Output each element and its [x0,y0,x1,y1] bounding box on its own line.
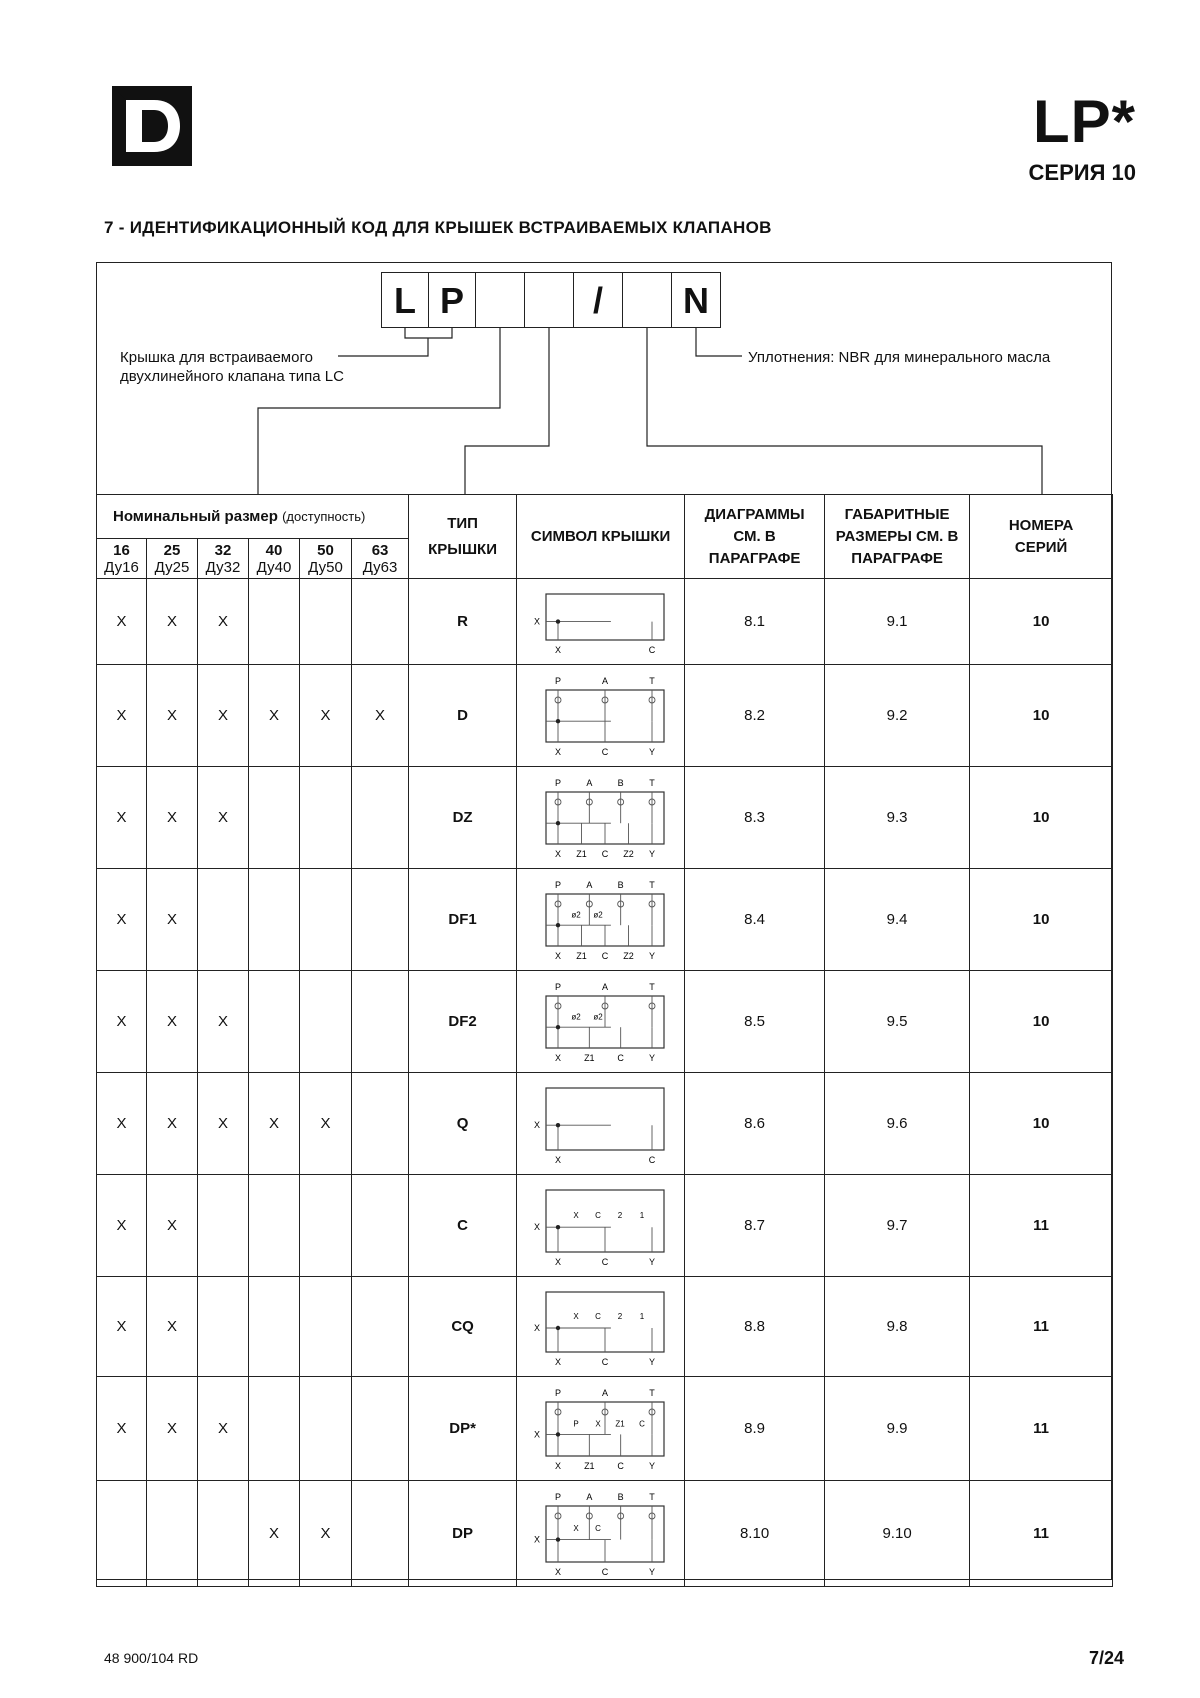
symbol-port-label: Z1 [575,950,587,961]
symbol-port-label: Y [648,950,655,961]
size-availability-cell [352,971,409,1073]
series-number-cell: 11 [970,1277,1113,1377]
header-diagrams-label: ДИАГРАММЫ СМ. В ПАРАГРАФЕ [704,505,805,567]
symbol-port-label: T [648,675,655,686]
code-box-2: P [428,272,476,328]
symbol-extra-label: C [638,1418,645,1428]
symbol-port-label: Z1 [575,848,587,859]
size-availability-cell: X [97,1377,147,1481]
size-availability-cell [352,1481,409,1587]
cover-symbol-cell [517,869,685,971]
size-num: 40 [265,541,283,559]
symbol-port-label: X [554,1356,561,1367]
symbol-port-label: A [601,981,608,992]
symbol-port-label: X [554,1256,561,1267]
cover-symbol-cell [517,767,685,869]
size-col-25 [147,539,198,579]
header-symbol: СИМВОЛ КРЫШКИ [517,495,685,579]
symbol-side-label: X [533,1428,540,1439]
symbol-port-label: Z1 [583,1460,595,1471]
cover-symbol-c [526,1182,676,1270]
header-type-label: ТИП КРЫШКИ [428,514,497,558]
cover-type-cell: DF1 [409,869,517,971]
size-availability-cell: X [300,665,352,767]
symbol-port-label: Z2 [622,950,634,961]
cover-symbol-dps [526,1384,676,1474]
size-num: 16 [113,541,130,559]
size-num: 32 [214,541,232,559]
size-num: 25 [163,541,181,559]
symbol-port-label: Y [648,1460,655,1471]
series-number-cell: 11 [970,1175,1113,1277]
header-nominal-size [97,495,409,539]
symbol-extra-label: C [594,1311,601,1321]
header-size-sub: (доступность) [282,509,366,524]
table-row [97,1277,1113,1377]
symbol-port-label: C [601,1256,608,1267]
symbol-port-label: P [554,777,561,788]
callout-seals: Уплотнения: NBR для минерального масла [748,349,1051,366]
callout-cover-type [120,348,344,386]
header-diagrams [685,495,825,579]
size-availability-cell [352,869,409,971]
header-series-label: НОМЕРА СЕРИЙ [1008,516,1074,556]
cover-type-cell: DP [409,1481,517,1587]
size-availability-cell [300,579,352,665]
cover-type-cell: Q [409,1073,517,1175]
cover-symbol-cell [517,1277,685,1377]
symbol-port-label: C [616,1052,624,1063]
size-availability-cell: X [147,1277,198,1377]
size-availability-cell: X [147,579,198,665]
symbol-extra-label: 2 [617,1311,622,1321]
cover-type-cell: D [409,665,517,767]
size-availability-cell [300,1277,352,1377]
size-availability-cell [97,1481,147,1587]
size-availability-cell [352,767,409,869]
diagram-ref-cell: 8.10 [685,1481,825,1587]
symbol-side-label: X [533,1322,540,1333]
table-row [97,1481,1113,1587]
symbol-port-label: X [554,746,561,757]
symbol-port-label: A [601,675,608,686]
size-availability-cell: X [147,1377,198,1481]
symbol-port-label: X [554,1052,561,1063]
symbol-port-label: B [617,1491,624,1502]
cover-symbol-df2 [526,978,676,1066]
diagram-ref-cell: 8.5 [685,971,825,1073]
series-number-cell: 11 [970,1377,1113,1481]
cover-type-cell: DZ [409,767,517,869]
cover-symbol-cell [517,1175,685,1277]
symbol-port-label: P [554,675,561,686]
series-number-cell: 10 [970,665,1113,767]
size-availability-cell: X [198,767,249,869]
cover-symbol-cell [517,1481,685,1587]
symbol-port-label: X [554,848,561,859]
size-du: Ду50 [308,558,343,576]
size-availability-cell: X [97,767,147,869]
symbol-port-label: T [648,777,655,788]
symbol-port-label: C [601,848,608,859]
size-availability-cell [300,869,352,971]
cover-symbol-cell [517,579,685,665]
diagram-ref-cell: 8.4 [685,869,825,971]
cover-type-cell: R [409,579,517,665]
symbol-port-label: P [554,981,561,992]
cover-symbol-cell [517,971,685,1073]
cover-symbol-cell [517,665,685,767]
symbol-port-label: Z1 [583,1052,595,1063]
diagram-ref-cell: 8.3 [685,767,825,869]
symbol-port-label: Y [648,1566,655,1577]
size-availability-cell [352,1073,409,1175]
size-availability-cell: X [97,1073,147,1175]
size-availability-cell: X [198,1377,249,1481]
size-availability-cell: X [147,869,198,971]
code-box-1: L [381,272,429,328]
symbol-port-label: C [601,746,608,757]
cover-symbol-cell [517,1377,685,1481]
size-availability-cell: X [249,1073,300,1175]
size-availability-cell [300,1377,352,1481]
cover-symbol-q [526,1080,676,1168]
size-availability-cell [352,1377,409,1481]
series-number-cell: 10 [970,1073,1113,1175]
symbol-port-label: P [554,879,561,890]
header-type [409,495,517,579]
symbol-port-label: Z2 [622,848,634,859]
dimensions-ref-cell: 9.3 [825,767,970,869]
symbol-side-label: X [533,1534,540,1545]
size-availability-cell: X [97,971,147,1073]
size-availability-cell [300,1175,352,1277]
diagram-ref-cell: 8.7 [685,1175,825,1277]
size-availability-cell: X [198,665,249,767]
symbol-port-label: A [585,777,592,788]
size-availability-cell [352,1277,409,1377]
size-availability-cell [198,1277,249,1377]
header-size-label: Номинальный размер [113,508,278,525]
cover-symbol-r [526,586,676,658]
symbol-port-label: P [554,1491,561,1502]
dimensions-ref-cell: 9.2 [825,665,970,767]
size-availability-cell: X [97,579,147,665]
symbol-side-label: X [533,1221,540,1232]
size-availability-cell: X [147,767,198,869]
identification-code-diagram [96,262,1112,494]
series-number-cell: 10 [970,579,1113,665]
dimensions-ref-cell: 9.10 [825,1481,970,1587]
symbol-extra-label: 1 [639,1311,644,1321]
size-availability-cell: X [198,1073,249,1175]
size-col-50 [300,539,352,579]
cover-type-cell: C [409,1175,517,1277]
size-availability-cell: X [249,665,300,767]
table-row [97,767,1113,869]
size-availability-cell: X [147,665,198,767]
symbol-extra-label: 1 [639,1210,644,1220]
symbol-extra-label: X [594,1418,601,1428]
size-availability-cell: X [198,971,249,1073]
size-availability-cell: X [97,869,147,971]
size-availability-cell [147,1481,198,1587]
size-availability-cell [249,1377,300,1481]
symbol-port-label: C [648,1154,655,1165]
size-availability-cell [249,1277,300,1377]
header-series [970,495,1113,579]
symbol-port-label: X [554,1154,561,1165]
size-availability-cell: X [97,1175,147,1277]
symbol-extra-label: Z1 [614,1418,625,1428]
symbol-port-label: B [617,879,624,890]
series-number-cell: 10 [970,869,1113,971]
symbol-side-label: X [533,616,540,627]
company-logo [112,86,192,166]
size-availability-cell [198,1481,249,1587]
size-availability-cell [249,971,300,1073]
size-availability-cell [249,579,300,665]
cover-symbol-dz [526,774,676,862]
symbol-port-label: B [617,777,624,788]
cover-symbol-cq [526,1284,676,1370]
symbol-port-label: P [554,1387,561,1398]
cover-symbol-d [526,672,676,760]
cover-type-cell: DF2 [409,971,517,1073]
table-row [97,665,1113,767]
symbol-port-label: C [601,1566,608,1577]
size-num: 63 [371,541,389,559]
symbol-port-label: T [648,1387,655,1398]
size-du: Ду32 [205,558,241,576]
symbol-extra-label: 2 [617,1210,622,1220]
size-col-16 [97,539,147,579]
symbol-extra-label: ø2 [570,1011,581,1021]
size-availability-cell [352,1175,409,1277]
cover-symbol-dp [526,1488,676,1580]
header-dims-label: ГАБАРИТНЫЕ РАЗМЕРЫ СМ. В ПАРАГРАФЕ [835,505,959,567]
size-col-32 [198,539,249,579]
symbol-port-label: A [585,879,592,890]
table-row [97,1073,1113,1175]
size-availability-cell [300,971,352,1073]
size-availability-cell [198,1175,249,1277]
series-label: СЕРИЯ 10 [1028,160,1136,185]
size-availability-cell: X [352,665,409,767]
diagram-ref-cell: 8.1 [685,579,825,665]
dimensions-ref-cell: 9.4 [825,869,970,971]
symbol-extra-label: X [572,1210,579,1220]
diagram-ref-cell: 8.6 [685,1073,825,1175]
diagram-ref-cell: 8.9 [685,1377,825,1481]
section-title: 7 - ИДЕНТИФИКАЦИОННЫЙ КОД ДЛЯ КРЫШЕК ВСТРАИВАЕМЫХ КЛАПАНОВ [104,218,772,237]
dimensions-ref-cell: 9.7 [825,1175,970,1277]
callout-cover-line2: двухлинейного клапана типа LC [120,368,344,385]
dimensions-ref-cell: 9.5 [825,971,970,1073]
symbol-extra-label: X [572,1311,579,1321]
symbol-extra-label: P [572,1418,579,1428]
size-availability-cell: X [300,1481,352,1587]
table-row [97,579,1113,665]
symbol-port-label: A [585,1491,592,1502]
dimensions-ref-cell: 9.9 [825,1377,970,1481]
symbol-extra-label: ø2 [592,909,603,919]
header-dimensions [825,495,970,579]
symbol-extra-label: X [572,1523,579,1533]
size-availability-cell: X [147,1073,198,1175]
symbol-port-label: Y [648,1052,655,1063]
size-availability-cell: X [97,1277,147,1377]
size-col-63 [352,539,409,579]
size-availability-cell [249,1175,300,1277]
symbol-port-label: C [601,950,608,961]
symbol-port-label: Y [648,1256,655,1267]
size-du: Ду63 [362,558,398,576]
symbol-port-label: Y [648,1356,655,1367]
code-box-5: / [573,272,623,328]
series-number-cell: 11 [970,1481,1113,1587]
size-availability-cell: X [147,971,198,1073]
symbol-port-label: Y [648,746,655,757]
page-number: 7/24 [1088,1648,1124,1668]
diagram-ref-cell: 8.8 [685,1277,825,1377]
size-availability-cell [300,767,352,869]
size-du: Ду16 [104,558,139,576]
symbol-port-label: X [554,1566,561,1577]
symbol-port-label: X [554,644,561,655]
symbol-port-label: T [648,981,655,992]
product-code: LP* [1032,88,1136,155]
symbol-side-label: X [533,1119,540,1130]
table-row [97,1377,1113,1481]
document-number: 48 900/104 RD [104,1650,199,1666]
symbol-port-label: C [601,1356,608,1367]
symbol-port-label: C [616,1460,624,1471]
size-num: 50 [317,541,334,559]
size-col-40 [249,539,300,579]
symbol-extra-label: C [594,1210,601,1220]
size-availability-cell [249,767,300,869]
symbol-extra-label: C [594,1523,601,1533]
size-availability-cell [352,579,409,665]
table-row [97,971,1113,1073]
symbol-port-label: T [648,1491,655,1502]
size-availability-cell: X [300,1073,352,1175]
symbol-extra-label: ø2 [592,1011,603,1021]
symbol-port-label: A [601,1387,608,1398]
size-availability-cell [249,869,300,971]
series-number-cell: 10 [970,767,1113,869]
cover-type-cell: CQ [409,1277,517,1377]
table-row [97,869,1113,971]
diagram-ref-cell: 8.2 [685,665,825,767]
dimensions-ref-cell: 9.1 [825,579,970,665]
code-box-7: N [671,272,721,328]
size-availability-cell: X [249,1481,300,1587]
size-availability-cell: X [97,665,147,767]
size-availability-cell: X [147,1175,198,1277]
size-availability-cell: X [198,579,249,665]
dimensions-ref-cell: 9.6 [825,1073,970,1175]
symbol-port-label: X [554,1460,561,1471]
cover-type-cell: DP* [409,1377,517,1481]
product-header [1028,88,1136,186]
symbol-port-label: X [554,950,561,961]
symbol-extra-label: ø2 [570,909,581,919]
size-du: Ду40 [256,558,292,576]
series-number-cell: 10 [970,971,1113,1073]
dimensions-ref-cell: 9.8 [825,1277,970,1377]
symbol-port-label: C [648,644,655,655]
cover-type-table [96,494,1113,1587]
symbol-port-label: Y [648,848,655,859]
table-row [97,1175,1113,1277]
callout-cover-line1: Крышка для встраиваемого [120,349,313,366]
symbol-port-label: T [648,879,655,890]
size-availability-cell [198,869,249,971]
size-du: Ду25 [154,558,190,576]
cover-symbol-df1 [526,876,676,964]
cover-symbol-cell [517,1073,685,1175]
